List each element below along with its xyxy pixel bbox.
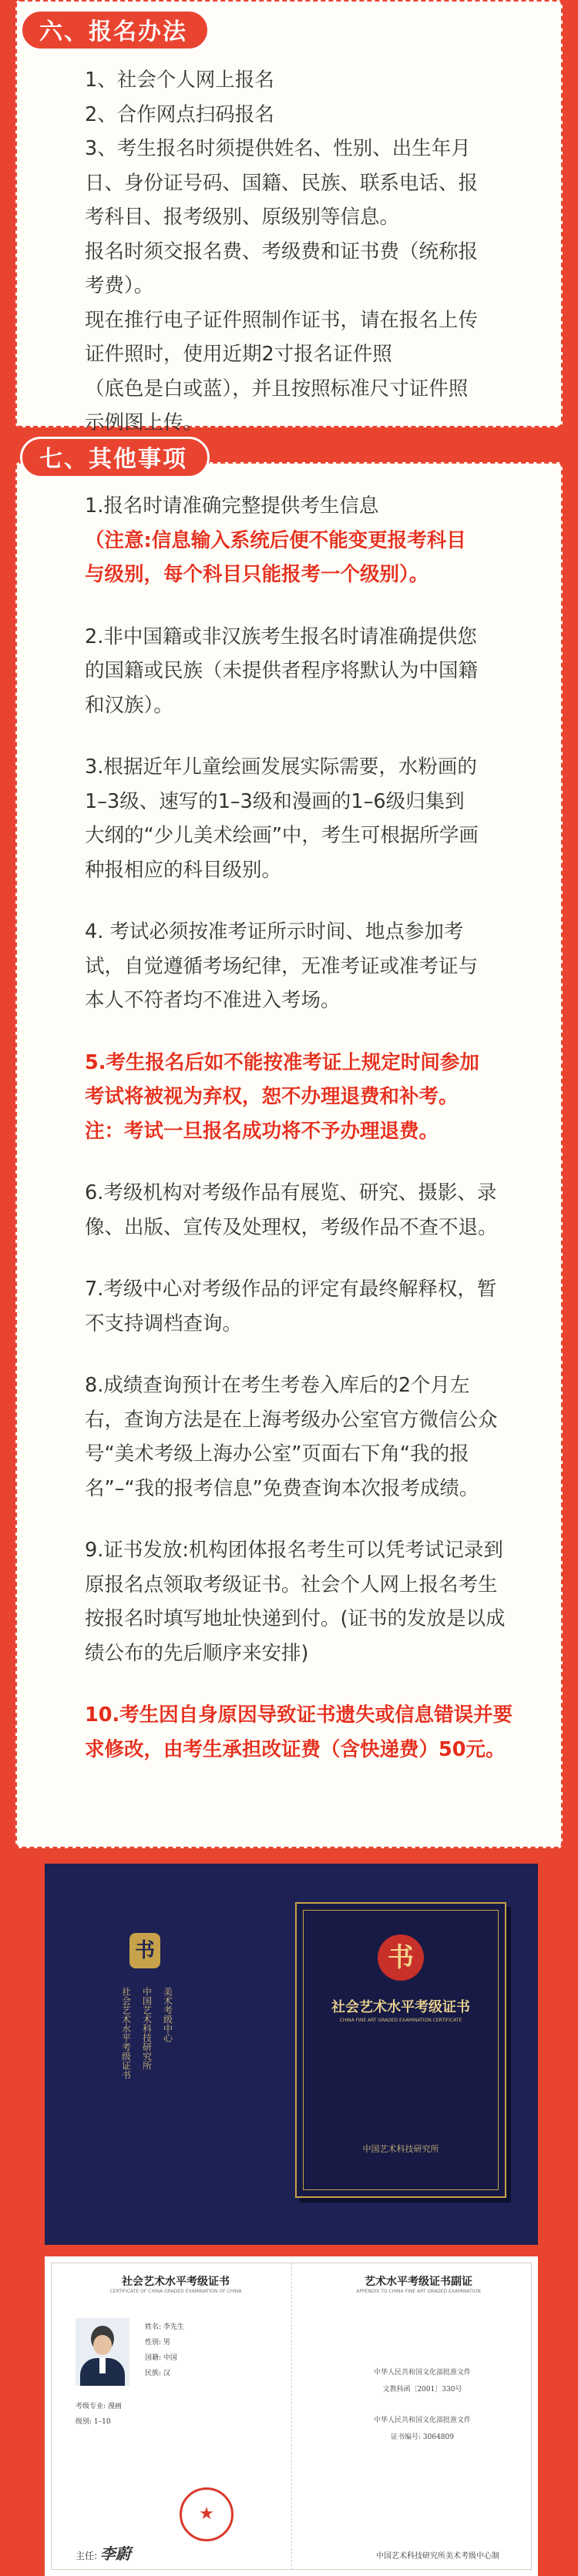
- cover-seal-small: 书: [129, 1933, 160, 1968]
- section7-line: 4. 考试必须按准考证所示时间、地点参加考: [85, 920, 464, 943]
- cover-book: [295, 1902, 506, 2198]
- sex-label: 性别:: [145, 2339, 162, 2347]
- grade-label: 级别:: [76, 2418, 92, 2426]
- section7-line: 原报名点领取考级证书。社会个人网上报名考生: [85, 1573, 498, 1596]
- section7-line: 和汉族）。: [85, 693, 173, 717]
- nationality-label: 国籍:: [145, 2354, 162, 2362]
- inside-right-subtitle: APPENDIX TO CHINA FINE ART GRADED EXAMINATION: [356, 2289, 481, 2294]
- cover-title: 社会艺术水平考级证书: [331, 1999, 470, 2015]
- section7-line: 3.根据近年儿童绘画发展实际需要，水粉画的: [85, 755, 477, 779]
- section7-line: 名”–“我的报考信息”免费查询本次报考成绩。: [85, 1476, 479, 1500]
- section7-line: 像、出版、宣传及处理权，考级作品不查不退。: [85, 1215, 498, 1239]
- section7-line: 8.成绩查询预计在考生考卷入库后的2个月左: [85, 1374, 470, 1397]
- name-value: 李先生: [163, 2323, 184, 2331]
- section6-line: （底色是白或蓝），并且按照标准尺寸证件照: [85, 377, 469, 400]
- section7-badge: 七、其他事项: [20, 437, 210, 478]
- ethnic-label: 民族:: [145, 2370, 162, 2377]
- inside-exam-info: [76, 2399, 122, 2430]
- section6-badge: 六、报名办法: [20, 9, 210, 51]
- inside-approval: [338, 2364, 507, 2446]
- cover-issuer: 中国艺术科技研究所: [362, 2144, 439, 2154]
- section7-line: 注：考试一旦报名成功将不予办理退费。: [85, 1119, 439, 1143]
- section7-line: 1.报名时请准确完整提供考生信息: [85, 494, 379, 518]
- cover-left-columns: [113, 1987, 182, 2125]
- inside-footer-issuer: 中国艺术科技研究所美术考级中心制: [376, 2552, 499, 2561]
- specialty-label: 考级专业:: [76, 2403, 106, 2410]
- section6-line: 示例图上传。: [85, 411, 203, 434]
- director-signature: 李蔚: [99, 2544, 131, 2563]
- section6-line: 日、身份证号码、国籍、民族、联系电话、报: [85, 171, 479, 195]
- section6-line: 1、社会个人网上报名: [85, 69, 274, 92]
- official-seal-icon: ★: [180, 2487, 234, 2541]
- cover-left-col-3: 美术考级中心: [162, 1987, 173, 2042]
- section7-line: 1–3级、速写的1–3级和漫画的1–6级归集到: [85, 789, 465, 813]
- director-label: 主任:: [76, 2551, 98, 2561]
- section7-line: 绩公布的先后顺序来安排): [85, 1641, 309, 1665]
- section7-line: 的国籍或民族（未提供者程序将默认为中国籍: [85, 659, 479, 682]
- name-label: 姓名:: [145, 2323, 162, 2331]
- section7-line: 不支持调档查询。: [85, 1311, 243, 1335]
- section6-line: 3、考生报名时须提供姓名、性别、出生年月: [85, 137, 471, 160]
- section7-line: 10.考生因自身原因导致证书遗失或信息错误并要: [85, 1703, 513, 1727]
- section7-line: 9.证书发放:机构团体报名考生可以凭考试记录到: [85, 1539, 503, 1562]
- section6-line: 证件照时，使用近期2寸报名证件照: [85, 343, 392, 366]
- approval-3: 中华人民共和国文化部批准文件: [373, 2417, 471, 2424]
- sex-value: 男: [163, 2339, 170, 2347]
- approval-2: 文教科函〔2001〕330号: [382, 2386, 462, 2393]
- section6-line: 考费）。: [85, 274, 154, 297]
- section7-line: 与级别，每个科目只能报考一个级别）。: [85, 563, 429, 586]
- specialty-value: 漫画: [107, 2403, 122, 2410]
- certificate-cover-image: [45, 1864, 538, 2245]
- section7-line: （注意:信息输入系统后便不能变更报考科目: [85, 528, 466, 552]
- section7-line: 7.考级中心对考级作品的评定有最终解释权，暂: [85, 1278, 497, 1301]
- section7-line: 种报相应的科目级别。: [85, 858, 282, 882]
- section6-line: 考科目、报考级别、原级别等信息。: [85, 206, 400, 229]
- cover-left-col-2: 中国艺术科技研究所: [141, 1987, 153, 2070]
- grade-value: 1–10: [93, 2418, 111, 2426]
- serial-value: 3064809: [422, 2434, 454, 2441]
- inside-info: [145, 2320, 184, 2381]
- section6-line: 报名时须交报名费、考级费和证书费（统称报: [85, 240, 479, 263]
- section7-line: 号“美术考级上海办公室”页面右下角“我的报: [85, 1442, 469, 1466]
- approval-1: 中华人民共和国文化部批准文件: [373, 2369, 471, 2377]
- section7-line: 大纲的“少儿美术绘画”中，考生可根据所学画: [85, 824, 479, 847]
- avatar: [76, 2318, 129, 2386]
- nationality-value: 中国: [163, 2354, 177, 2362]
- inside-right-title: 艺术水平考级证书副证: [365, 2276, 472, 2288]
- section6-line: 现在推行电子证件照制作证书，请在报名上传: [85, 308, 479, 332]
- inside-left-subtitle: CERTIFICATE OF CHINA GRADED EXAMINATION OF CHINA: [109, 2289, 242, 2294]
- cover-left-col-1: 社会艺术水平考级证书: [120, 1987, 132, 2079]
- director-line: [76, 2541, 131, 2564]
- section7-line: 2.非中国籍或非汉族考生报名时请准确提供您: [85, 625, 477, 648]
- cover-seal-icon: 书: [378, 1935, 424, 1981]
- section7-line: 考试将被视为弃权，恕不办理退费和补考。: [85, 1085, 459, 1108]
- inside-left-title: 社会艺术水平考级证书: [122, 2276, 230, 2288]
- section7-line: 5.考生报名后如不能按准考证上规定时间参加: [85, 1050, 479, 1074]
- section7-line: 本人不符者均不准进入考场。: [85, 989, 341, 1012]
- ethnic-value: 汉: [163, 2370, 170, 2377]
- certificate-inside-image: [45, 2256, 538, 2576]
- cover-subtitle: CHINA FINE ART GRADED EXAMINATION CERTIFICATE: [339, 2018, 462, 2023]
- section7-line: 试，自觉遵循考场纪律，无准考证或准考证与: [85, 954, 479, 978]
- section7-line: 求修改，由考生承担改证费（含快递费）50元。: [85, 1737, 506, 1761]
- section6-line: 2、合作网点扫码报名: [85, 102, 274, 126]
- section7-line: 右，查询方法是在上海考级办公室官方微信公众: [85, 1408, 498, 1432]
- section7-line: 按报名时填写地址快递到付。(证书的发放是以成: [85, 1607, 506, 1630]
- section7-line: 6.考级机构对考级作品有展览、研究、摄影、录: [85, 1181, 497, 1204]
- serial-label: 证书编号:: [390, 2434, 422, 2441]
